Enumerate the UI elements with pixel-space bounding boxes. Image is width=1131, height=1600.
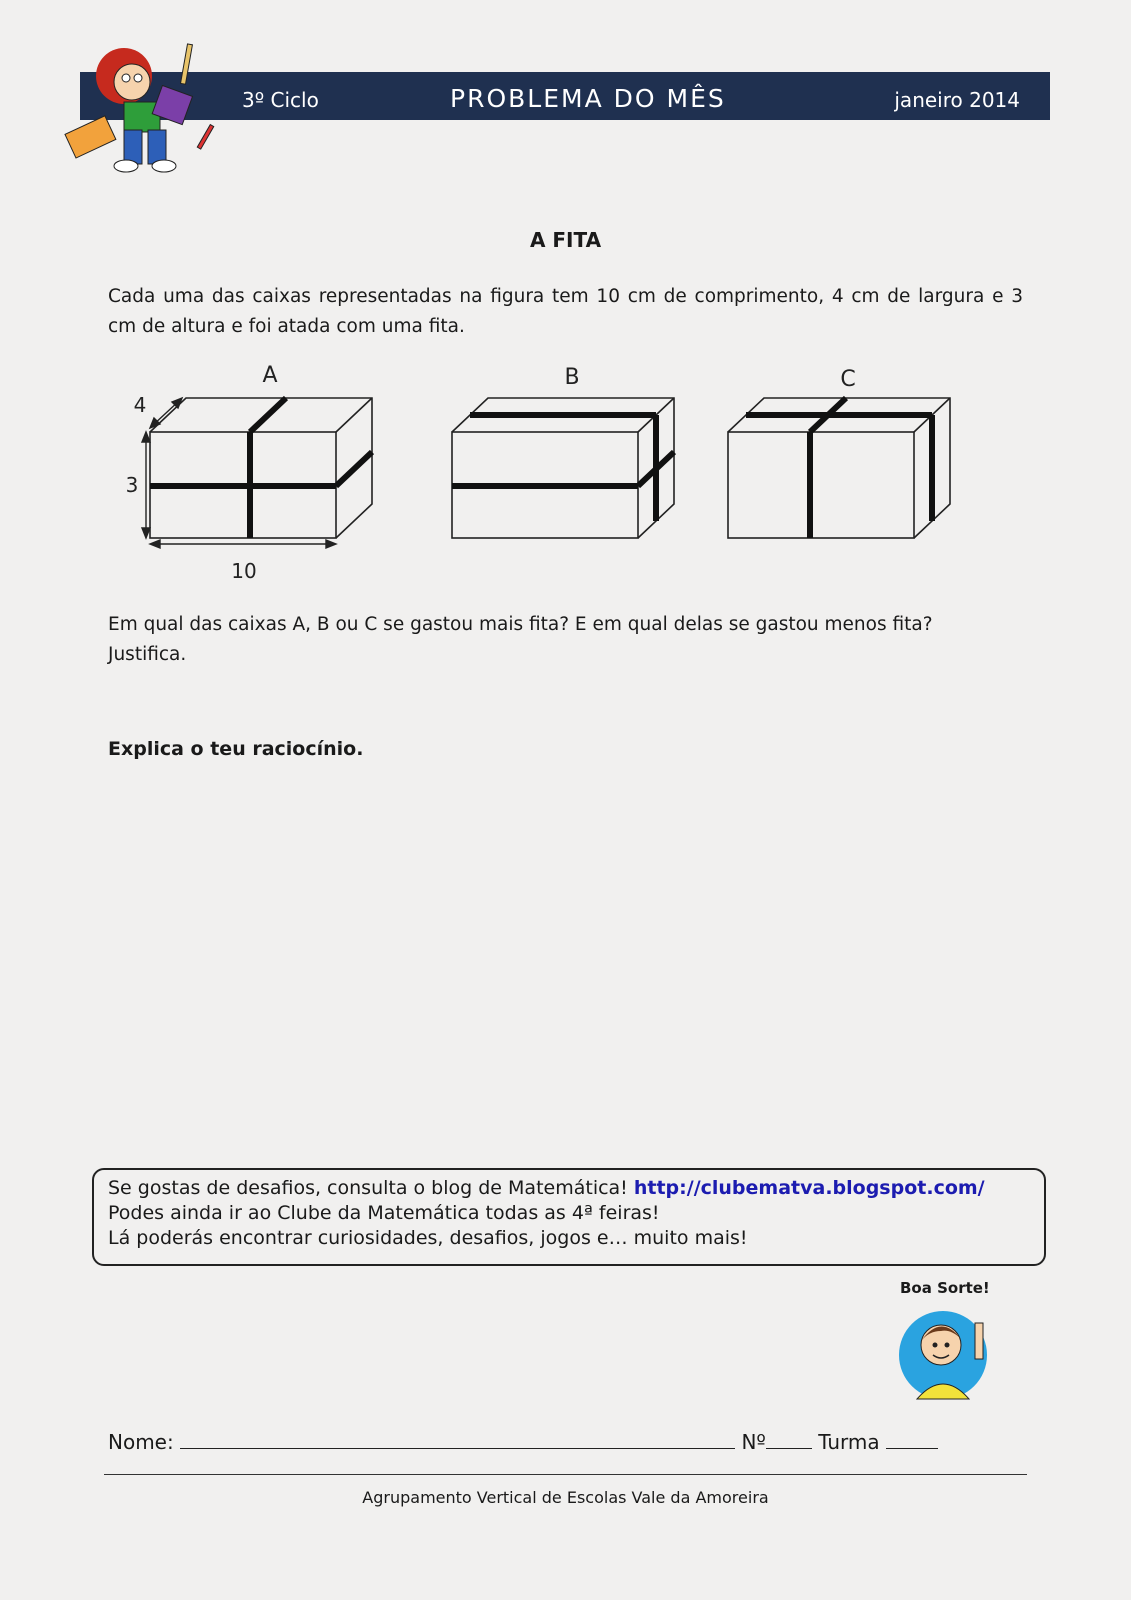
- question: [108, 610, 1023, 670]
- class-field[interactable]: [886, 1428, 938, 1449]
- header-title: PROBLEMA DO MÊS: [450, 84, 726, 113]
- name-form-line: [108, 1428, 938, 1454]
- footer-school: Agrupamento Vertical de Escolas Vale da Amoreira: [362, 1488, 769, 1507]
- ribbon-a: [150, 398, 372, 538]
- info-line-2: Podes ainda ir ao Clube da Matemática todas as 4ª feiras!: [108, 1202, 660, 1224]
- info-line-1: [108, 1176, 1030, 1201]
- blog-link[interactable]: http://clubematva.blogspot.com/: [633, 1177, 985, 1199]
- label-c: C: [840, 367, 856, 392]
- name-label: Nome:: [108, 1430, 174, 1454]
- footer-divider: [104, 1474, 1027, 1475]
- header-date: janeiro 2014: [894, 88, 1020, 112]
- dim-height-label: 3: [125, 473, 139, 497]
- good-luck-text: Boa Sorte!: [900, 1279, 990, 1297]
- cycle-label: 3º Ciclo: [242, 88, 319, 112]
- problem-statement: Cada uma das caixas representadas na figura tem 10 cm de comprimento, 4 cm de largura e 3 cm de altura e foi atada com uma fita.: [108, 286, 1023, 337]
- question-line-2: Justifica.: [108, 644, 187, 665]
- class-label: Turma: [818, 1430, 880, 1454]
- box-b: [452, 398, 674, 538]
- boxes-figure: [110, 360, 990, 600]
- dim-length-label: 10: [231, 559, 257, 583]
- problem-title: A FITA: [529, 228, 602, 252]
- info-text-1: Se gostas de desafios, consulta o blog de Matemática!: [108, 1177, 628, 1199]
- label-b: B: [564, 365, 580, 390]
- dim-width-label: 4: [133, 393, 147, 417]
- box-c: [728, 398, 950, 538]
- question-line-1: Em qual das caixas A, B ou C se gastou mais fita? E em qual delas se gastou menos fita?: [108, 614, 933, 635]
- number-field[interactable]: [766, 1428, 812, 1449]
- ribbon-c: [746, 398, 932, 538]
- info-line-3: Lá poderás encontrar curiosidades, desafios, jogos e… muito mais!: [108, 1227, 748, 1249]
- explain-instruction: Explica o teu raciocínio.: [108, 738, 364, 760]
- name-field[interactable]: [180, 1428, 735, 1449]
- ribbon-b: [452, 415, 674, 521]
- student-mascot-illustration: [64, 36, 234, 176]
- number-label: Nº: [741, 1430, 766, 1454]
- info-box: [92, 1168, 1046, 1266]
- label-a: A: [262, 363, 278, 388]
- waving-girl-icon: [897, 1303, 997, 1403]
